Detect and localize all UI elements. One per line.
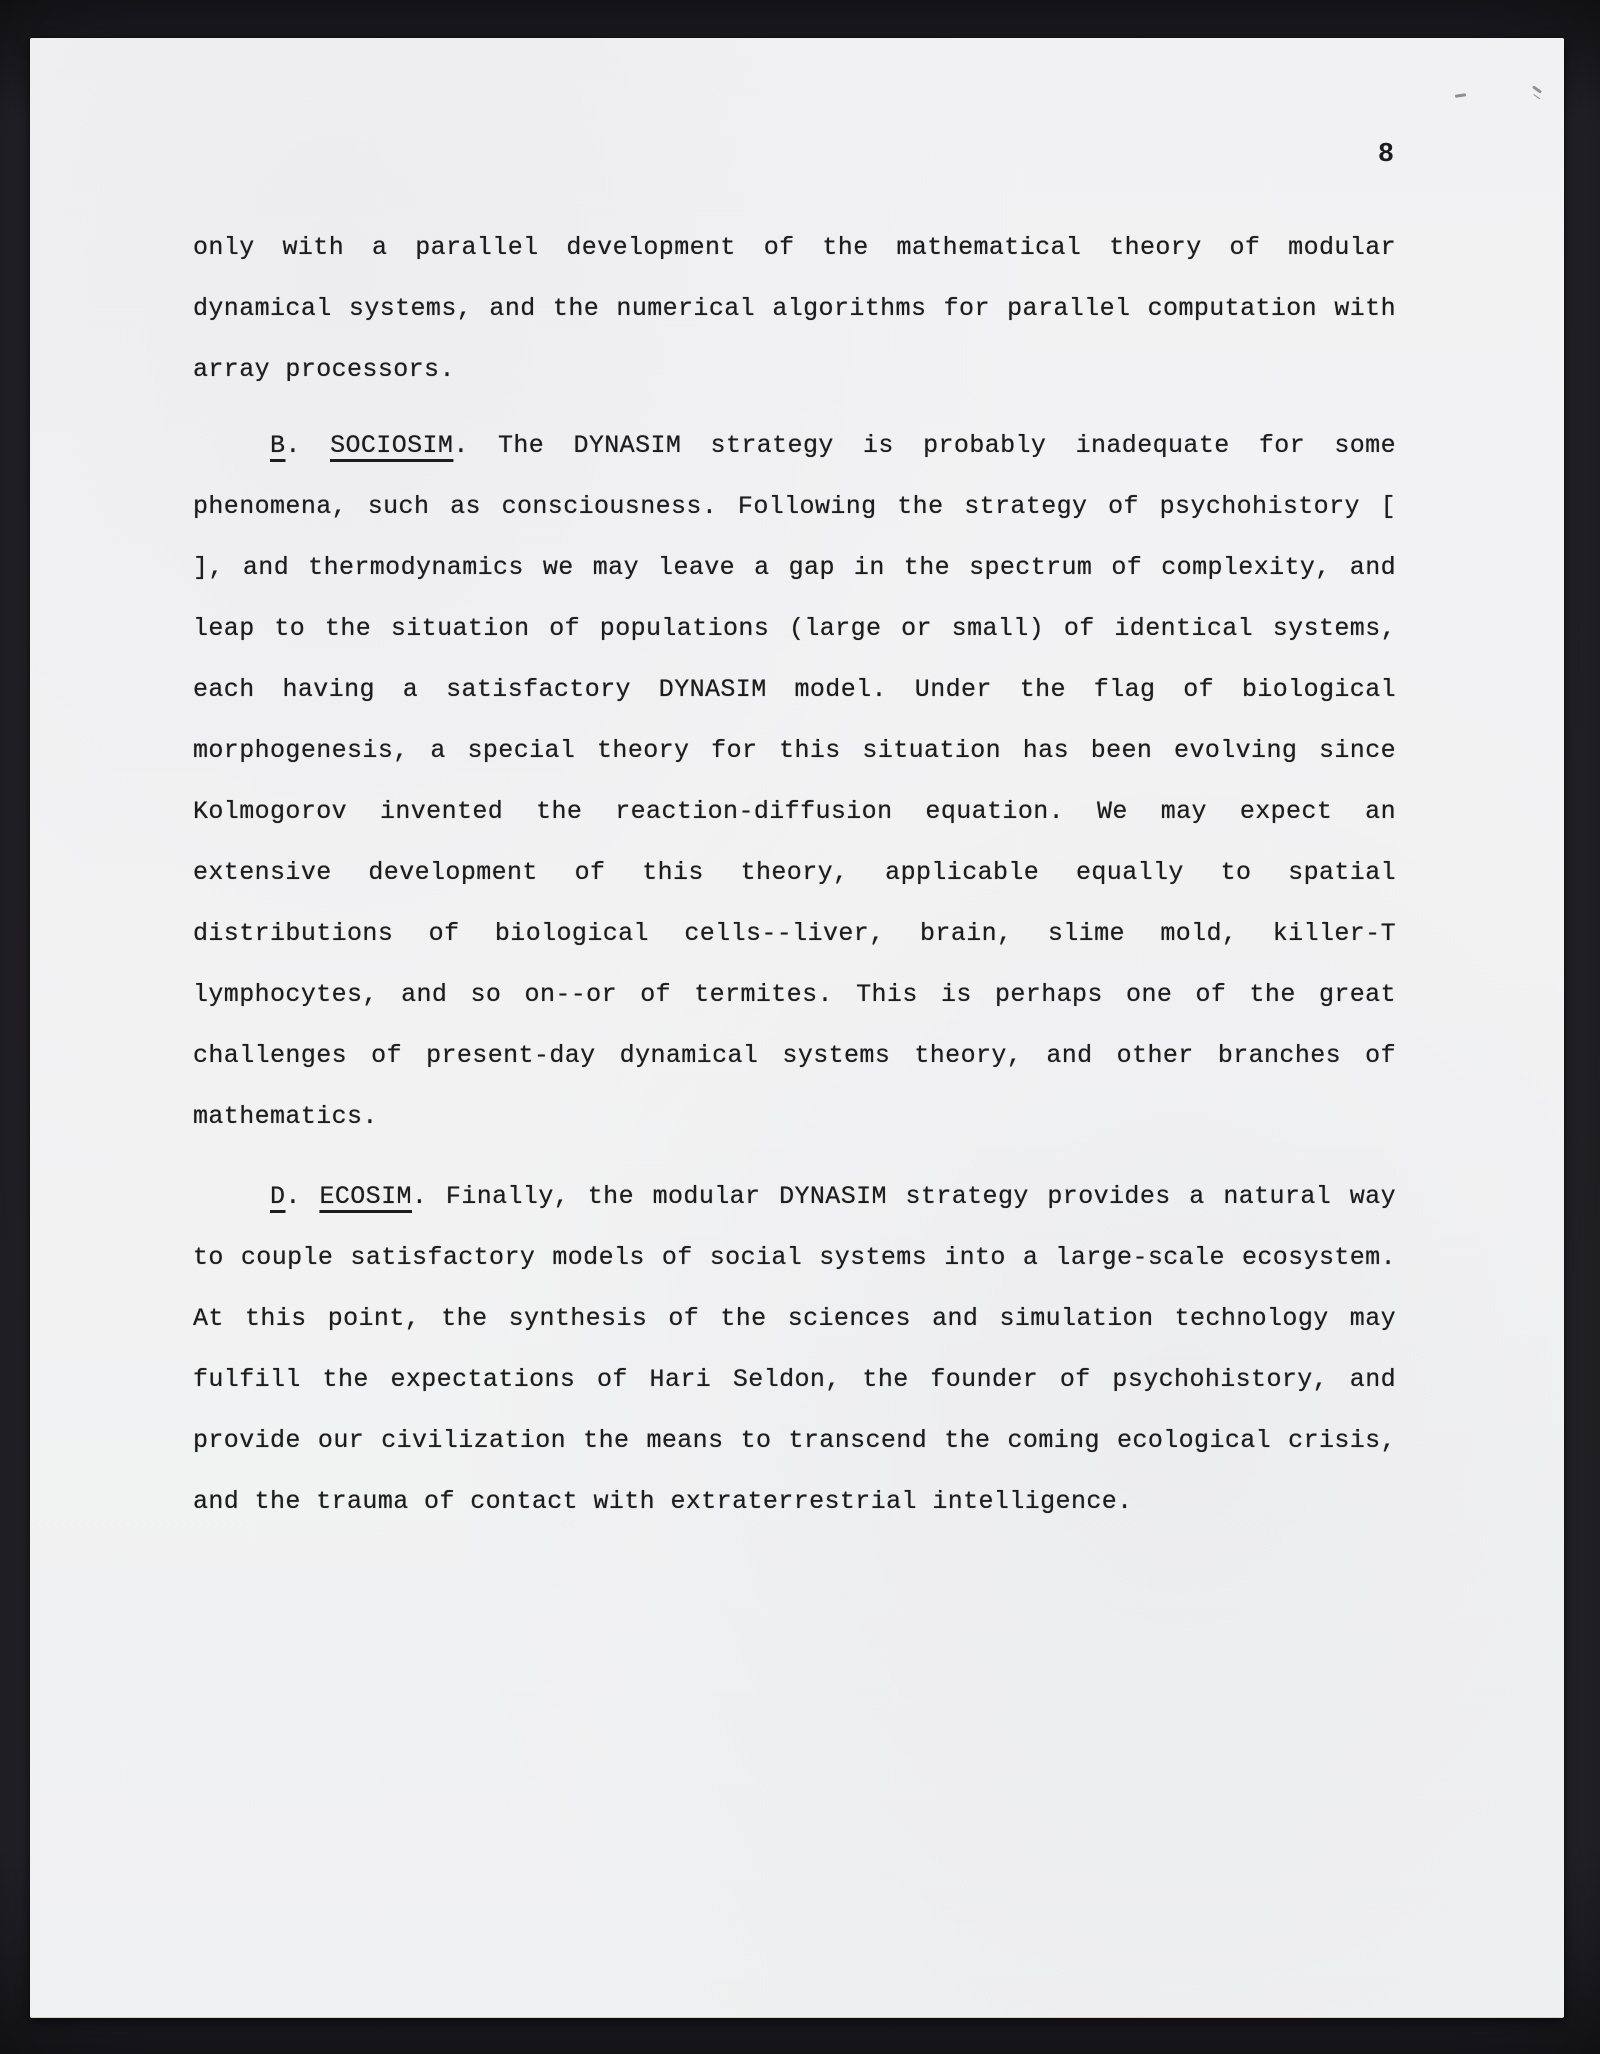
text-segment: array processors. xyxy=(193,355,455,384)
text-line xyxy=(193,217,1396,278)
text-line xyxy=(193,278,1396,339)
text-segment: mathematics. xyxy=(193,1102,378,1131)
text-line xyxy=(193,476,1396,537)
text-segment: . xyxy=(285,1182,320,1211)
text-segment: . xyxy=(411,1182,446,1211)
text-line xyxy=(193,339,1396,400)
text-segment: provide our civilization the means to transcend the coming ecological crisis, xyxy=(193,1426,1396,1455)
text-line xyxy=(193,537,1396,598)
text-segment: each having a satisfactory DYNASIM model. Under the flag of biological xyxy=(193,675,1396,704)
text-segment: The DYNASIM strategy is probably inadequate for some xyxy=(497,431,1396,460)
text-segment: lymphocytes, and so on--or of termites. This is perhaps one of the great xyxy=(193,980,1396,1009)
text-line xyxy=(193,781,1396,842)
text-line xyxy=(193,1471,1396,1532)
text-line xyxy=(193,903,1396,964)
text-segment: extensive development of this theory, applicable equally to spatial xyxy=(193,858,1396,887)
text-segment: dynamical systems, and the numerical algorithms for parallel computation with xyxy=(193,294,1396,323)
paragraph xyxy=(193,1166,1396,1532)
text-segment: phenomena, such as consciousness. Following the strategy of psychohistory [ xyxy=(193,492,1396,521)
text-segment: ], and thermodynamics we may leave a gap in the spectrum of complexity, and xyxy=(193,553,1396,582)
text-line xyxy=(193,659,1396,720)
text-line xyxy=(193,1349,1396,1410)
paper-speck xyxy=(1532,85,1542,93)
text-line xyxy=(193,415,1396,476)
text-segment: only with a parallel development of the mathematical theory of modular xyxy=(193,233,1396,262)
text-segment: morphogenesis, a special theory for this situation has been evolving since xyxy=(193,736,1396,765)
text-line xyxy=(193,720,1396,781)
underlined-heading: D xyxy=(270,1182,286,1211)
text-segment: Finally, the modular DYNASIM strategy provides a natural way xyxy=(445,1182,1396,1211)
text-line xyxy=(193,1166,1396,1227)
page-number: 8 xyxy=(1377,140,1395,170)
underlined-heading: ECOSIM xyxy=(319,1182,412,1211)
underlined-heading: SOCIOSIM xyxy=(330,431,454,460)
text-segment: Kolmogorov invented the reaction-diffusion equation. We may expect an xyxy=(193,797,1396,826)
text-line xyxy=(193,1227,1396,1288)
text-segment: distributions of biological cells--liver, brain, slime mold, killer-T xyxy=(193,919,1396,948)
text-line xyxy=(193,598,1396,659)
paragraph xyxy=(193,415,1396,1147)
text-line xyxy=(193,1086,1396,1147)
text-line xyxy=(193,964,1396,1025)
text-line xyxy=(193,1288,1396,1349)
text-segment: leap to the situation of populations (large or small) of identical systems, xyxy=(193,614,1396,643)
text-segment: fulfill the expectations of Hari Seldon, the founder of psychohistory, and xyxy=(193,1365,1396,1394)
underlined-heading: B xyxy=(270,431,286,460)
text-segment: . xyxy=(285,431,331,460)
paragraph xyxy=(193,217,1396,400)
text-segment: challenges of present-day dynamical systems theory, and other branches of xyxy=(193,1041,1396,1070)
text-line xyxy=(193,842,1396,903)
text-segment: and the trauma of contact with extraterrestrial intelligence. xyxy=(193,1487,1133,1516)
text-segment: . xyxy=(453,431,498,460)
text-segment: to couple satisfactory models of social systems into a large-scale ecosystem. xyxy=(193,1243,1396,1272)
document-body xyxy=(193,217,1396,1532)
paper-speck xyxy=(1455,93,1466,98)
text-line xyxy=(193,1025,1396,1086)
paper-sheet xyxy=(30,38,1564,2018)
text-line xyxy=(193,1410,1396,1471)
text-segment: At this point, the synthesis of the sciences and simulation technology may xyxy=(193,1304,1396,1333)
